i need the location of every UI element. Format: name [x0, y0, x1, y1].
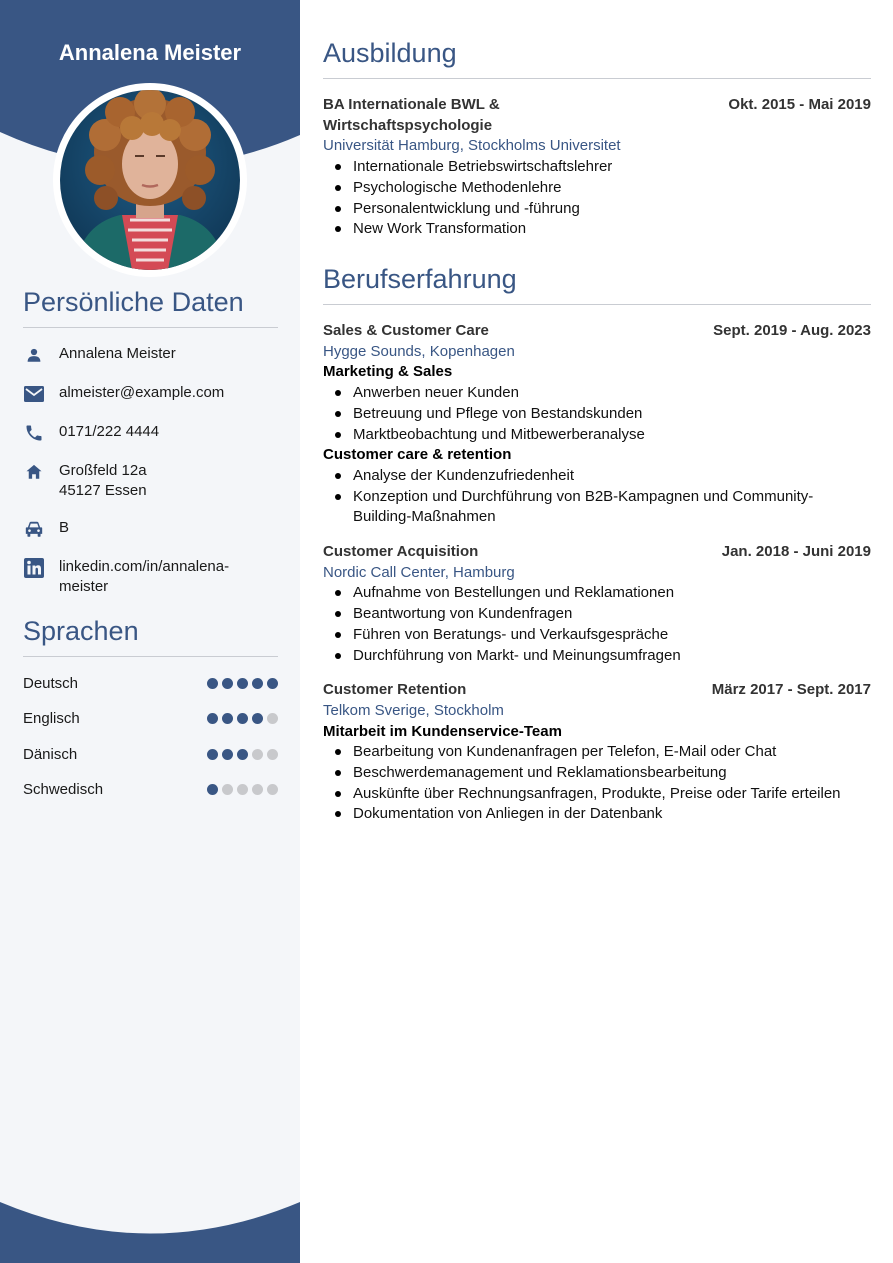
personal-data-section — [23, 287, 278, 614]
list-item: Internationale Betriebswirtschaftslehrer — [323, 157, 871, 178]
job-date: Jan. 2018 - Juni 2019 — [721, 543, 871, 561]
education-title-line-2: Wirtschaftspsychologie — [323, 116, 493, 134]
contact-driving-license — [23, 518, 278, 540]
language-row — [23, 709, 278, 729]
education-section — [323, 38, 871, 240]
contact-phone[interactable] — [23, 422, 278, 444]
mail-icon — [23, 383, 45, 405]
language-name: Deutsch — [23, 674, 79, 692]
contact-driving-license-text: B — [59, 519, 70, 536]
level-dot-filled — [207, 678, 218, 689]
home-icon — [23, 461, 45, 483]
list-item: Auskünfte über Rechnungsanfragen, Produkte, Preise oder Tarife erteilen — [323, 784, 871, 805]
contact-address-line-1: Großfeld 12a — [59, 462, 147, 479]
contact-linkedin[interactable] — [23, 557, 278, 597]
list-item: Marktbeobachtung und Mitbewerberanalyse — [323, 425, 871, 446]
list-item: Psychologische Methodenlehre — [323, 178, 871, 199]
level-dot-filled — [207, 713, 218, 724]
contact-name — [23, 344, 278, 366]
experience-entry — [323, 542, 871, 666]
list-item: New Work Transformation — [323, 219, 871, 240]
education-entry — [323, 95, 871, 240]
level-dot-empty — [237, 784, 248, 795]
phone-icon — [23, 422, 45, 444]
languages-heading: Sprachen — [23, 616, 278, 657]
education-title — [323, 95, 500, 136]
list-item: Analyse der Kundenzufriedenheit — [323, 466, 871, 487]
language-level-rating — [203, 713, 278, 724]
level-dot-empty — [222, 784, 233, 795]
job-bullets — [323, 583, 871, 666]
personal-data-heading: Persönliche Daten — [23, 287, 278, 328]
language-name: Englisch — [23, 710, 80, 727]
list-item: Bearbeitung von Kundenanfragen per Telefon, E-Mail oder Chat — [323, 742, 871, 763]
list-item: Dokumentation von Anliegen in der Datenbank — [323, 804, 871, 825]
level-dot-filled — [267, 678, 278, 689]
job-subtitle: Mitarbeit im Kundenservice-Team — [323, 722, 562, 740]
contact-email-text: almeister@example.com — [59, 384, 225, 401]
level-dot-empty — [267, 784, 278, 795]
contact-address-line-2: 45127 Essen — [59, 482, 147, 499]
level-dot-filled — [252, 713, 263, 724]
list-item: Konzeption und Durchführung von B2B-Kampagnen und Community-Building-Maßnahmen — [323, 487, 871, 528]
list-item: Führen von Beratungs- und Verkaufsgespräche — [323, 625, 871, 646]
job-title: Customer Retention — [323, 681, 467, 699]
job-company: Telkom Sverige, Stockholm — [323, 701, 504, 719]
list-item: Betreuung und Pflege von Bestandskunden — [323, 404, 871, 425]
education-bullets — [323, 157, 871, 240]
job-bullets — [323, 466, 871, 528]
list-item: Personalentwicklung und -führung — [323, 199, 871, 220]
language-name: Schwedisch — [23, 781, 104, 798]
person-icon — [23, 344, 45, 366]
education-date: Okt. 2015 - Mai 2019 — [728, 96, 871, 113]
education-heading: Ausbildung — [323, 38, 871, 79]
linkedin-icon — [23, 557, 45, 579]
level-dot-filled — [237, 678, 248, 689]
job-title: Sales & Customer Care — [323, 322, 489, 339]
language-row — [23, 780, 278, 800]
level-dot-filled — [222, 713, 233, 724]
level-dot-filled — [237, 749, 248, 760]
profile-photo — [60, 90, 240, 270]
language-level-rating — [203, 749, 278, 760]
job-date: Sept. 2019 - Aug. 2023 — [713, 322, 871, 339]
level-dot-empty — [252, 749, 263, 760]
job-bullets — [323, 383, 871, 445]
contact-linkedin-line-1: linkedin.com/in/annalena- — [59, 558, 230, 575]
list-item: Beantwortung von Kundenfragen — [323, 604, 871, 625]
job-subtitle: Customer care & retention — [323, 446, 512, 464]
language-name: Dänisch — [23, 745, 78, 763]
language-level-rating — [203, 784, 278, 795]
languages-section — [23, 616, 278, 815]
contact-linkedin-line-2: meister — [59, 578, 109, 595]
level-dot-filled — [252, 678, 263, 689]
car-icon — [23, 518, 45, 540]
job-company: Hygge Sounds, Kopenhagen — [323, 342, 515, 360]
level-dot-filled — [207, 749, 218, 760]
education-institution: Universität Hamburg, Stockholms Universitet — [323, 137, 621, 155]
job-date: März 2017 - Sept. 2017 — [711, 681, 871, 699]
job-subtitle: Marketing & Sales — [323, 363, 453, 381]
contact-phone-text: 0171/222 4444 — [59, 423, 160, 440]
level-dot-filled — [207, 784, 218, 795]
language-level-rating — [203, 678, 278, 689]
level-dot-filled — [222, 678, 233, 689]
sidebar — [0, 0, 300, 1263]
job-title: Customer Acquisition — [323, 543, 479, 561]
language-row — [23, 673, 278, 693]
list-item: Anwerben neuer Kunden — [323, 383, 871, 404]
list-item: Aufnahme von Bestellungen und Reklamationen — [323, 583, 871, 604]
experience-entry — [323, 680, 871, 825]
sidebar-footer-shape — [0, 1195, 300, 1263]
contact-name-text: Annalena Meister — [59, 345, 176, 362]
level-dot-empty — [267, 749, 278, 760]
job-bullets — [323, 742, 871, 825]
education-title-line-1: BA Internationale BWL & — [323, 96, 500, 113]
list-item: Durchführung von Markt- und Meinungsumfragen — [323, 646, 871, 667]
experience-entry — [323, 321, 871, 528]
job-company: Nordic Call Center, Hamburg — [323, 563, 515, 581]
level-dot-filled — [237, 713, 248, 724]
experience-section — [323, 264, 871, 825]
language-row — [23, 744, 278, 764]
profile-photo-frame — [53, 83, 247, 277]
sidebar-name: Annalena Meister — [58, 40, 242, 65]
experience-heading: Berufserfahrung — [323, 264, 871, 305]
contact-address — [23, 461, 278, 501]
level-dot-empty — [267, 713, 278, 724]
contact-email[interactable] — [23, 383, 278, 405]
level-dot-empty — [252, 784, 263, 795]
list-item: Beschwerdemanagement und Reklamationsbearbeitung — [323, 763, 871, 784]
level-dot-filled — [222, 749, 233, 760]
